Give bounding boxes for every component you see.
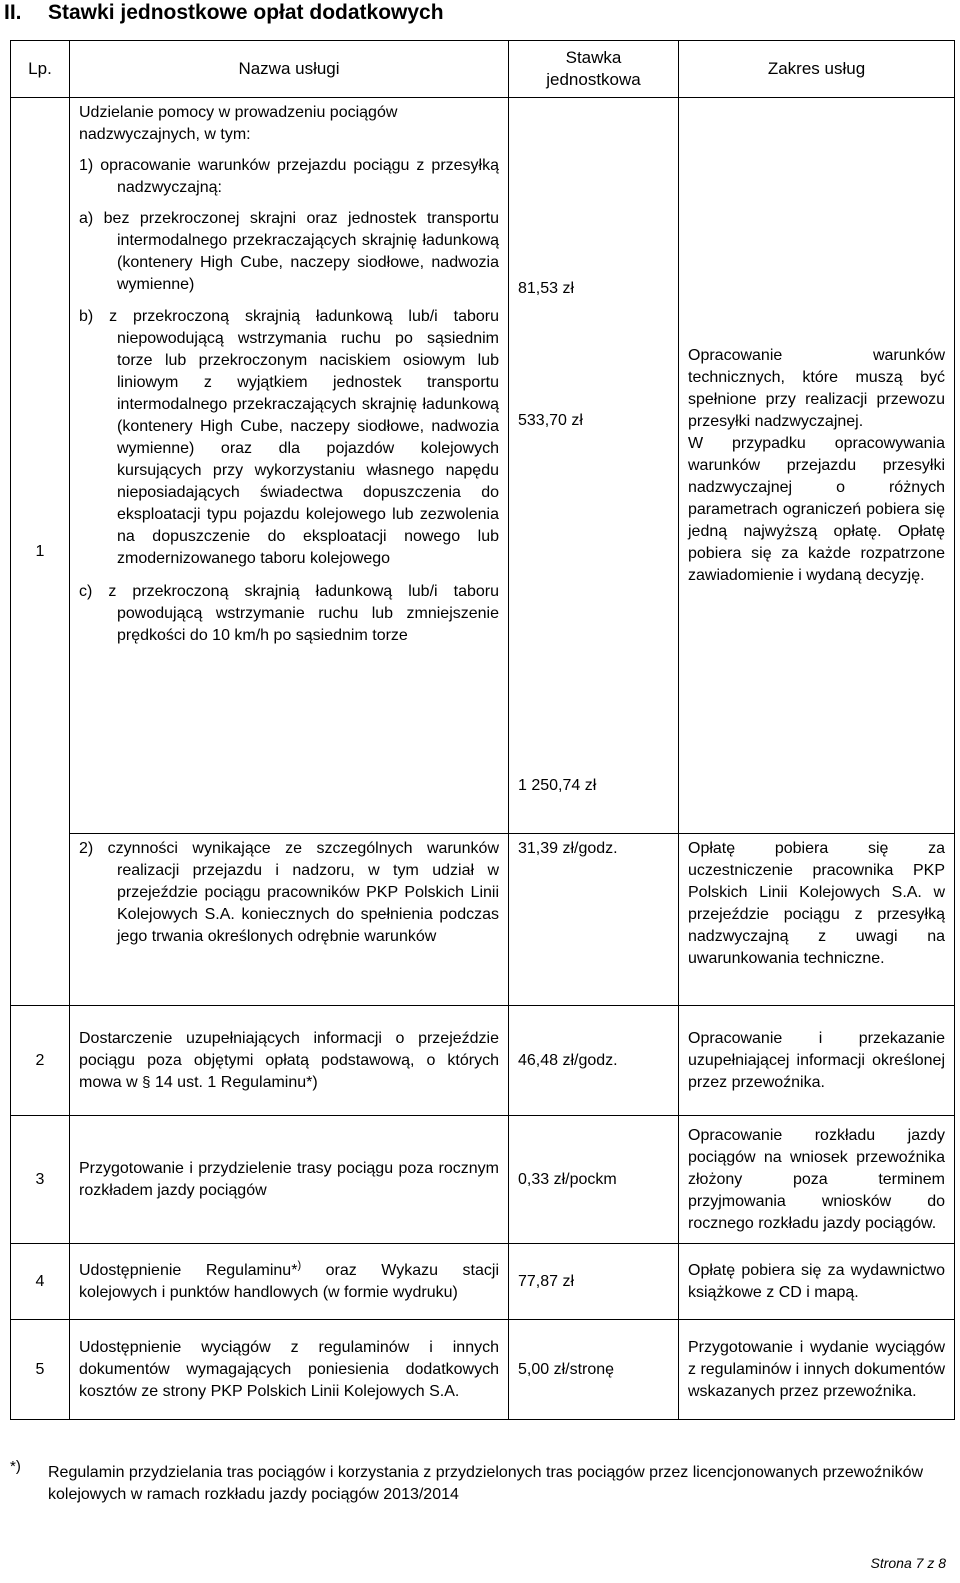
page-number: Strona 7 z 8 [870,1555,946,1571]
row1-item2-scope: Opłatę pobiera się za uczestniczenie pracownika PKP Polskich Linii Kolejowych S.A. w przejeździe pociągu z przesyłką nadzwyczajną z uwagi na uwarunkowania techniczne. [679,834,955,1006]
row1-item-c: c) z przekroczoną skrajnią ładunkową lub/i taboru powodującą wstrzymanie ruchu lub zmniejszenie prędkości do 10 km/h po sąsiednim torze [79,583,499,644]
header-scope: Zakres usług [679,41,955,98]
row3-scope: Opracowanie rozkładu jazdy pociągów na wniosek przewoźnika złożony poza terminem przyjmowania wniosków do rocznego rozkładu jazdy pociągów. [679,1116,955,1244]
footnote-mark: *) [10,1458,21,1475]
row1-item-b: b) z przekroczoną skrajnią ładunkową lub/i taboru niepowodującą wstrzymania ruchu po sąsiednim torze lub przekroczonym naciskiem osiowym lub liniowym z wyjątkiem jednostek transportu intermodalnego przekraczających skrajnię ładunkową (kontenery High Cube, naczepy siodłowe, nadwozia wymienne) oraz dla pojazdów kolejowych kursujących przy wykorzystaniu własnego napędu nieposiadających świadectwa dopuszczenia do eksploatacji typu pojazdu kolejowego lub zezwolenia na dopuszczenie do eksploatacji nowego lub zmodernizowanego taboru kolejowego [79,308,499,567]
footnote-text: Regulamin przydzielania tras pociągów i korzystania z przydzielonych tras pociągów przez licencjonowanych przewoźników kolejowych w ramach rozkładu jazdy pociągów 2013/2014 [48,1464,924,1503]
footnote-ref: ) [297,1259,302,1272]
row1-lp: 1 [11,98,70,1006]
table-row [11,1320,955,1420]
header-service-name: Nazwa usługi [70,41,509,98]
row5-scope: Przygotowanie i wydanie wyciągów z regulaminów i innych dokumentów wskazanych przez przewoźnika. [679,1320,955,1420]
row1-intro: Udzielanie pomocy w prowadzeniu pociągów nadzwyczajnych, w tym: [79,104,398,143]
table-row [11,98,955,834]
row3-rate: 0,33 zł/pockm [509,1116,679,1244]
row3-service: Przygotowanie i przydzielenie trasy pociągu poza rocznym rozkładem jazdy pociągów [70,1116,509,1244]
row3-lp: 3 [11,1116,70,1244]
row2-lp: 2 [11,1006,70,1116]
paragraph-sign-icon: § [142,1073,151,1091]
header-lp: Lp. [11,41,70,98]
fees-table [10,40,955,1420]
row4-rate: 77,87 zł [509,1244,679,1320]
row1-item2: 2) czynności wynikające ze szczególnych warunków realizacji przejazdu i nadzoru, w tym udział w przejeździe pociągu pracowników PKP Polskich Linii Kolejowych S.A. koniecznych do spełnienia podczas jego trwania określonych odrębnie warunków [79,840,499,945]
row1-rate-b: 533,70 zł [518,412,583,429]
row2-scope: Opracowanie i przekazanie uzupełniającej informacji określonej przez przewoźnika. [679,1006,955,1116]
table-row [11,1244,955,1320]
row1-rate-c: 1 250,74 zł [518,777,597,794]
section-heading [4,0,444,26]
row1-service [70,98,509,834]
row4-service [70,1244,509,1320]
row2-rate: 46,48 zł/godz. [509,1006,679,1116]
row4-scope: Opłatę pobiera się za wydawnictwo książkowe z CD i mapą. [679,1244,955,1320]
row5-rate: 5,00 zł/stronę [509,1320,679,1420]
row1-item2-service [70,834,509,1006]
footnote [10,1458,944,1506]
row2-service-text: Dostarczenie uzupełniających informacji o przejeździe pociągu poza objętymi opłatą podstawową, o których mowa w [79,1029,499,1091]
table-row [11,1006,955,1116]
row5-service: Udostępnienie wyciągów z regulaminów i innych dokumentów wymagających poniesienia dodatkowych kosztów ze strony PKP Polskich Linii Kolejowych S.A. [70,1320,509,1420]
row2-service-text-end: 14 ust. 1 Regulaminu*) [154,1073,318,1091]
header-unit-rate: Stawka jednostkowa [509,41,679,98]
row1-scope-1: Opracowanie warunków technicznych, które muszą być spełnione przy realizacji przewozu przesyłki nadzwyczajnej. [688,346,945,430]
table-row [11,1116,955,1244]
row2-service [70,1006,509,1116]
row5-lp: 5 [11,1320,70,1420]
row4-lp: 4 [11,1244,70,1320]
table-row [11,834,955,1006]
row1-item2-rate: 31,39 zł/godz. [509,834,679,1006]
row4-service-text: Udostępnienie Regulaminu* [79,1261,298,1279]
section-number: II. [4,1,22,24]
section-title: Stawki jednostkowe opłat dodatkowych [48,1,444,24]
row1-rate-a: 81,53 zł [518,280,575,297]
table-header-row [11,41,955,98]
row1-rates [509,98,679,834]
row1-scope-2: W przypadku opracowywania warunków przejazdu przesyłki nadzwyczajnej o różnych parametrach ograniczeń pobiera się jedną najwyższą opłatę. Opłatę pobiera się za każde rozpatrzone zawiadomienie i wydaną decyzję. [688,434,945,584]
row1-scope [679,98,955,834]
row1-item1: 1) opracowanie warunków przejazdu pociągu z przesyłką nadzwyczajną: [79,157,499,196]
row4-service-text-end: oraz Wykazu stacji kolejowych i punktów handlowych (w formie wydruku) [79,1261,500,1301]
row1-item-a: a) bez przekroczonej skrajni oraz jednostek transportu intermodalnego przekraczających skrajnię ładunkową (kontenery High Cube, naczepy siodłowe, nadwozia wymienne) [79,210,499,293]
